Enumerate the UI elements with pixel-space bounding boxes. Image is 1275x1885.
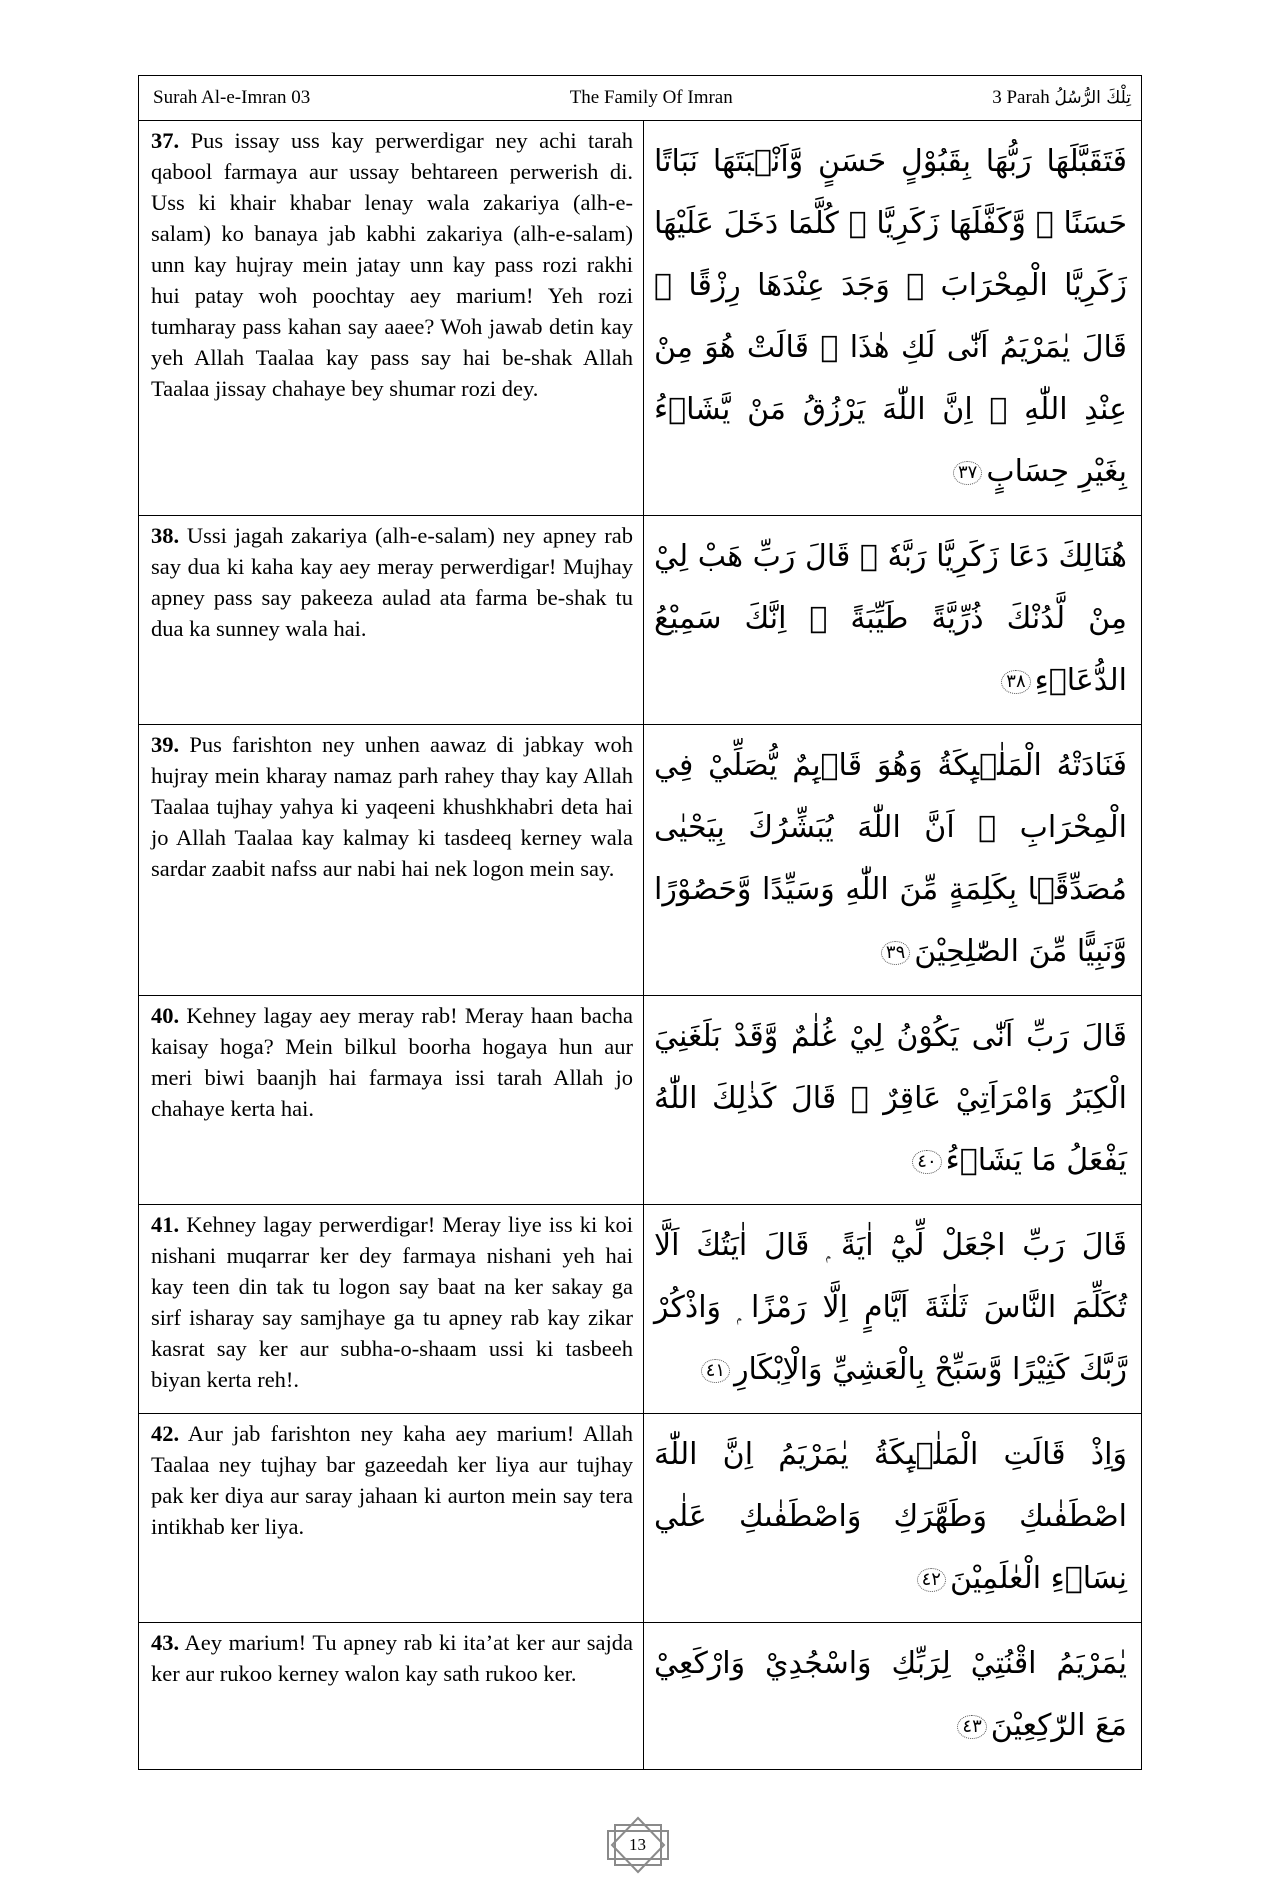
arabic-cell xyxy=(644,1205,1141,1413)
verse-arabic: قَالَ رَبِّ اَنّٰى يَكُوْنُ لِيْ غُلٰمٌ وَّقَدْ بَلَغَنِيَ الْكِبَرُ وَامْرَاَتِيْ عَاقِرٌ ۭ قَالَ كَذٰلِكَ اللّٰهُ يَفْعَلُ مَا يَشَاۗءُ xyxy=(654,1019,1127,1178)
surah-title: The Family Of Imran xyxy=(569,87,733,108)
translation-cell xyxy=(139,1623,644,1769)
verse-translation: Aey marium! Tu apney rab ki ita’at ker aur sajda ker aur rukoo kerney walon kay sath rukoo ker. xyxy=(151,1630,634,1686)
ayah-end-marker-icon: ٤٣ xyxy=(957,1715,986,1739)
arabic-cell xyxy=(644,1623,1141,1769)
verse-row xyxy=(139,996,1141,1205)
translation-cell xyxy=(139,516,644,724)
verse-arabic: فَتَقَبَّلَهَا رَبُّهَا بِقَبُوْلٍ حَسَنٍ وَّاَنْۢبَتَهَا نَبَاتًا حَسَنًا ۙ وَّكَفَّلَهَا زَكَرِيَّا ۚ كُلَّمَا دَخَلَ عَلَيْهَا زَكَرِيَّا الْمِحْرَابَ ۙ وَجَدَ عِنْدَهَا رِزْقًا ۚ قَالَ يٰمَرْيَمُ اَنّٰى لَكِ هٰذَا ۭ قَالَتْ هُوَ مِنْ عِنْدِ اللّٰهِ ۭ اِنَّ اللّٰهَ يَرْزُقُ مَنْ يَّشَاۗءُ بِغَيْرِ حِسَابٍ xyxy=(654,144,1127,489)
ayah-end-marker-icon: ٣٨ xyxy=(1001,670,1030,694)
verse-number: 40. xyxy=(151,1003,180,1028)
ayah-end-marker-icon: ٤١ xyxy=(701,1359,730,1383)
arabic-cell xyxy=(644,121,1141,515)
verse-translation: Ussi jagah zakariya (alh-e-salam) ney apney rab say dua ki kaha kay aey meray perwerdigar! Mujhay apney pass say pakeeza aulad ata farma be-shak tu dua ka sunney wala hai. xyxy=(151,523,634,641)
surah-name: Surah Al-e-Imran 03 xyxy=(153,87,311,108)
page-number: 13 xyxy=(629,1835,646,1854)
ayah-end-marker-icon: ٤٠ xyxy=(912,1150,941,1174)
verse-table xyxy=(138,75,1142,1770)
parah-arabic-name: تِلْكَ الرُّسُلُ xyxy=(1054,88,1131,108)
parah-number: 3 Parah xyxy=(992,87,1050,108)
ayah-end-marker-icon: ٣٩ xyxy=(881,941,910,965)
verse-row xyxy=(139,1205,1141,1414)
verse-translation: Kehney lagay perwerdigar! Meray liye iss ki koi nishani muqarrar ker dey farmaya nishani yeh hai kay teen din tak tu logon say baat na ker sakay ga sirf isharay say samjhaye ga tu apney rab kay zikar kasrat say ker aur subha-o-shaam ussi ki tasbeeh biyan kerta reh!. xyxy=(151,1212,634,1392)
parah-label xyxy=(992,87,1131,109)
verse-number: 43. xyxy=(151,1630,180,1655)
translation-cell xyxy=(139,1414,644,1622)
verse-translation: Pus issay uss kay perwerdigar ney achi tarah qabool farmaya aur ussay behtareen perwerish di. Uss ki khair khabar lenay wala zakariya (alh-e-salam) ko banaya jab kabhi zakariya (alh-e-salam) unn kay hujray mein jatay unn kay pass rozi rakhi hui patay woh poochtay aey marium! Yeh rozi tumharay pass kahan say aaee? Woh jawab detin kay yeh Allah Taalaa kay pass say hai be-shak Allah Taalaa jissay chahaye bey shumar rozi dey. xyxy=(151,128,633,401)
page-number-emblem xyxy=(602,1815,674,1875)
arabic-cell xyxy=(644,996,1141,1204)
verse-number: 39. xyxy=(151,732,180,757)
verse-row xyxy=(139,1414,1141,1623)
page-footer xyxy=(0,1815,1275,1875)
verse-translation: Pus farishton ney unhen aawaz di jabkay woh hujray mein kharay namaz parh rahey thay kay Allah Taalaa tujhay yahya ki yaqeeni khushkhabri deta hai jo Allah Taalaa kay kalmay ki tasdeeq kerney wala sardar zaabit nafss aur nabi hai nek logon mein say. xyxy=(151,732,633,881)
arabic-cell xyxy=(644,1414,1141,1622)
verse-arabic: يٰمَرْيَمُ اقْنُتِيْ لِرَبِّكِ وَاسْجُدِيْ وَارْكَعِيْ مَعَ الرّٰكِعِيْنَ xyxy=(654,1646,1127,1743)
verse-translation: Kehney lagay aey meray rab! Meray haan bacha kaisay hoga? Mein bilkul boorha hogaya hun aur meri biwi baanjh hai farmaya issi tarah Allah jo chahaye kerta hai. xyxy=(151,1003,633,1121)
verse-translation: Aur jab farishton ney kaha aey marium! Allah Taalaa ney tujhay bar gazeedah ker liya aur tujhay pak ker diya aur saray jahaan ki aurton mein say tera intikhab ker liya. xyxy=(151,1421,633,1539)
verse-number: 41. xyxy=(151,1212,180,1237)
verse-number: 37. xyxy=(151,128,180,153)
verse-row xyxy=(139,725,1141,996)
verse-arabic: هُنَالِكَ دَعَا زَكَرِيَّا رَبَّهٗ ۚ قَالَ رَبِّ هَبْ لِيْ مِنْ لَّدُنْكَ ذُرِّيَّةً طَيِّبَةً ۚ اِنَّكَ سَمِيْعُ الدُّعَاۗءِ xyxy=(654,539,1127,698)
translation-cell xyxy=(139,121,644,515)
ayah-end-marker-icon: ٣٧ xyxy=(953,461,982,485)
translation-cell xyxy=(139,1205,644,1413)
translation-cell xyxy=(139,725,644,995)
verse-number: 38. xyxy=(151,523,180,548)
verse-row xyxy=(139,121,1141,516)
verse-number: 42. xyxy=(151,1421,180,1446)
arabic-cell xyxy=(644,725,1141,995)
verse-arabic: قَالَ رَبِّ اجْعَلْ لِّيْٓ اٰيَةً ۭ قَالَ اٰيَتُكَ اَلَّا تُكَلِّمَ النَّاسَ ثَلٰثَةَ اَيَّامٍ اِلَّا رَمْزًا ۭ وَاذْكُرْ رَّبَّكَ كَثِيْرًا وَّسَبِّحْ بِالْعَشِيِّ وَالْاِبْكَارِ xyxy=(654,1228,1127,1387)
translation-cell xyxy=(139,996,644,1204)
ayah-end-marker-icon: ٤٢ xyxy=(917,1568,946,1592)
page-header xyxy=(139,76,1141,121)
verse-arabic: وَاِذْ قَالَتِ الْمَلٰۗىِٕكَةُ يٰمَرْيَمُ اِنَّ اللّٰهَ اصْطَفٰىكِ وَطَهَّرَكِ وَاصْطَفٰىكِ عَلٰي نِسَاۗءِ الْعٰلَمِيْنَ xyxy=(654,1437,1127,1596)
verse-row xyxy=(139,1623,1141,1769)
verse-arabic: فَنَادَتْهُ الْمَلٰۗىِٕكَةُ وَھُوَ قَاۗىِٕمٌ يُّصَلِّيْ فِي الْمِحْرَابِ ۙ اَنَّ اللّٰهَ يُبَشِّرُكَ بِيَحْيٰى مُصَدِّقًۢا بِكَلِمَةٍ مِّنَ اللّٰهِ وَسَيِّدًا وَّحَصُوْرًا وَّنَبِيًّا مِّنَ الصّٰلِحِيْنَ xyxy=(654,748,1127,969)
verse-row xyxy=(139,516,1141,725)
verse-rows xyxy=(139,121,1141,1769)
arabic-cell xyxy=(644,516,1141,724)
